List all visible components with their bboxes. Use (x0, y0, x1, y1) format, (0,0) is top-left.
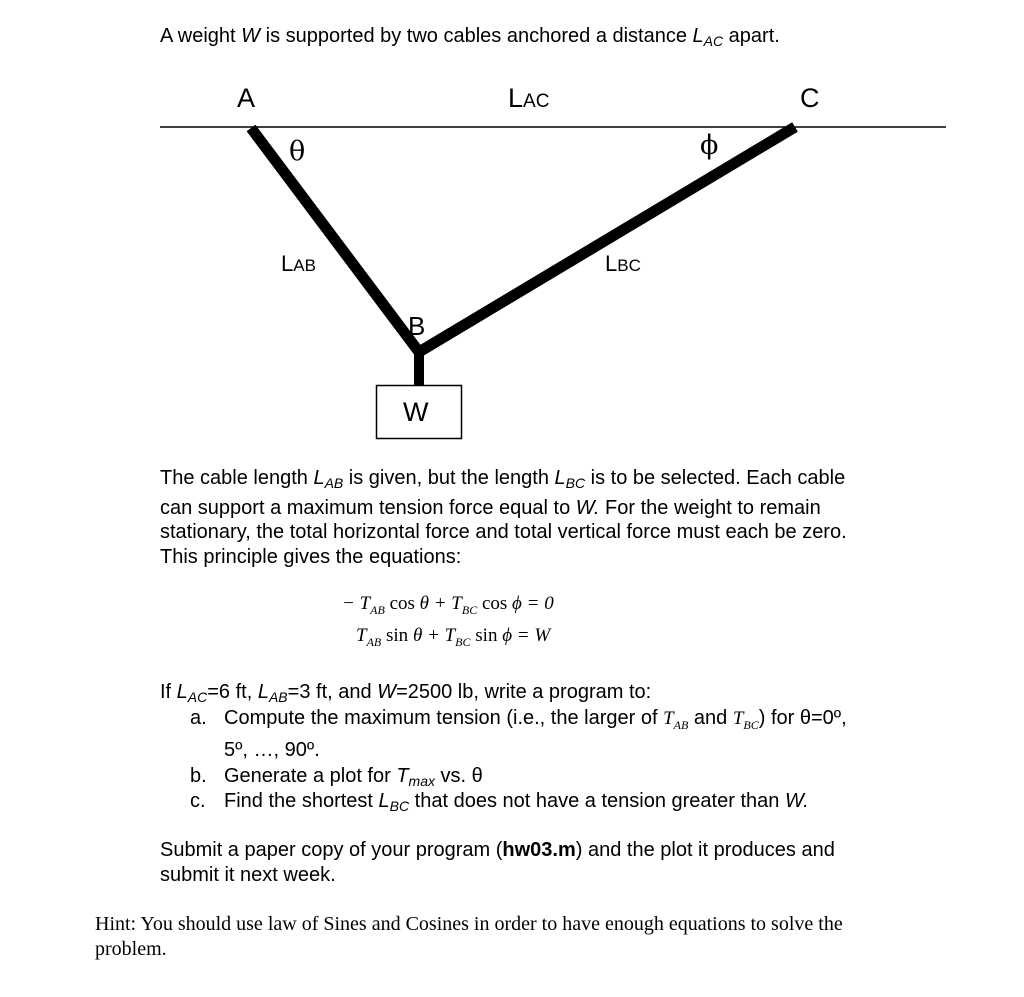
phi-label: ϕ (700, 130, 719, 161)
task-a-text: Compute the maximum tension (i.e., the larger of $T_{AB}$ and $T_{BC}$) for θ=0º, (224, 707, 847, 732)
weight-label: W (403, 397, 429, 427)
list-marker-c: c. (190, 790, 206, 812)
description-paragraph: The cable length $L_{AB}$ is given, but the length $L_{BC}$ is to be selected. Each cable can support a maximum tension force equal to W. For the weight to remain stationary, the total horizontal force and total vertical force must each be zero. This principle gives the equations: (160, 467, 847, 568)
problem-intro: If $L_{AC}=6$ ft, $L_{AB}=3$ ft, and W=2500 lb, write a program to: (160, 681, 652, 705)
list-marker-b: b. (190, 765, 207, 787)
cable-bc (419, 127, 795, 352)
equation-horizontal: − $T_{AB}$ $\cos \theta + T_{BC}$ cos ϕ = 0 (342, 593, 554, 617)
lab-label: LAB (281, 251, 316, 276)
point-b-label: B (408, 311, 426, 341)
cable-diagram (0, 0, 1024, 460)
lac-label: LAC (508, 83, 550, 113)
point-c-label: C (800, 83, 820, 113)
equation-vertical: $T_{AB}$ $\sin \theta + T_{BC}$ sin ϕ = W (356, 625, 551, 649)
hint-text: Hint: You should use law of Sines and Cosines in order to have enough equations to solve the problem. (95, 913, 843, 960)
task-c-text: Find the shortest $L_{BC}$ that does not have a tension greater than W. (224, 790, 809, 814)
intro-text: A weight W is supported by two cables anchored a distance $L_{AC}$ apart. (160, 25, 780, 49)
lbc-label: LBC (605, 251, 641, 276)
point-a-label: A (237, 83, 256, 113)
theta-label: θ (289, 136, 306, 167)
task-a-continued: 5º, …, 90º. (224, 739, 320, 761)
task-b-text: Generate a plot for $T_{max}$ vs. θ (224, 765, 483, 789)
cable-ab (251, 128, 419, 352)
submit-instructions: Submit a paper copy of your program (hw03.m) and the plot it produces and submit it next week. (160, 839, 835, 886)
list-marker-a: a. (190, 707, 207, 729)
